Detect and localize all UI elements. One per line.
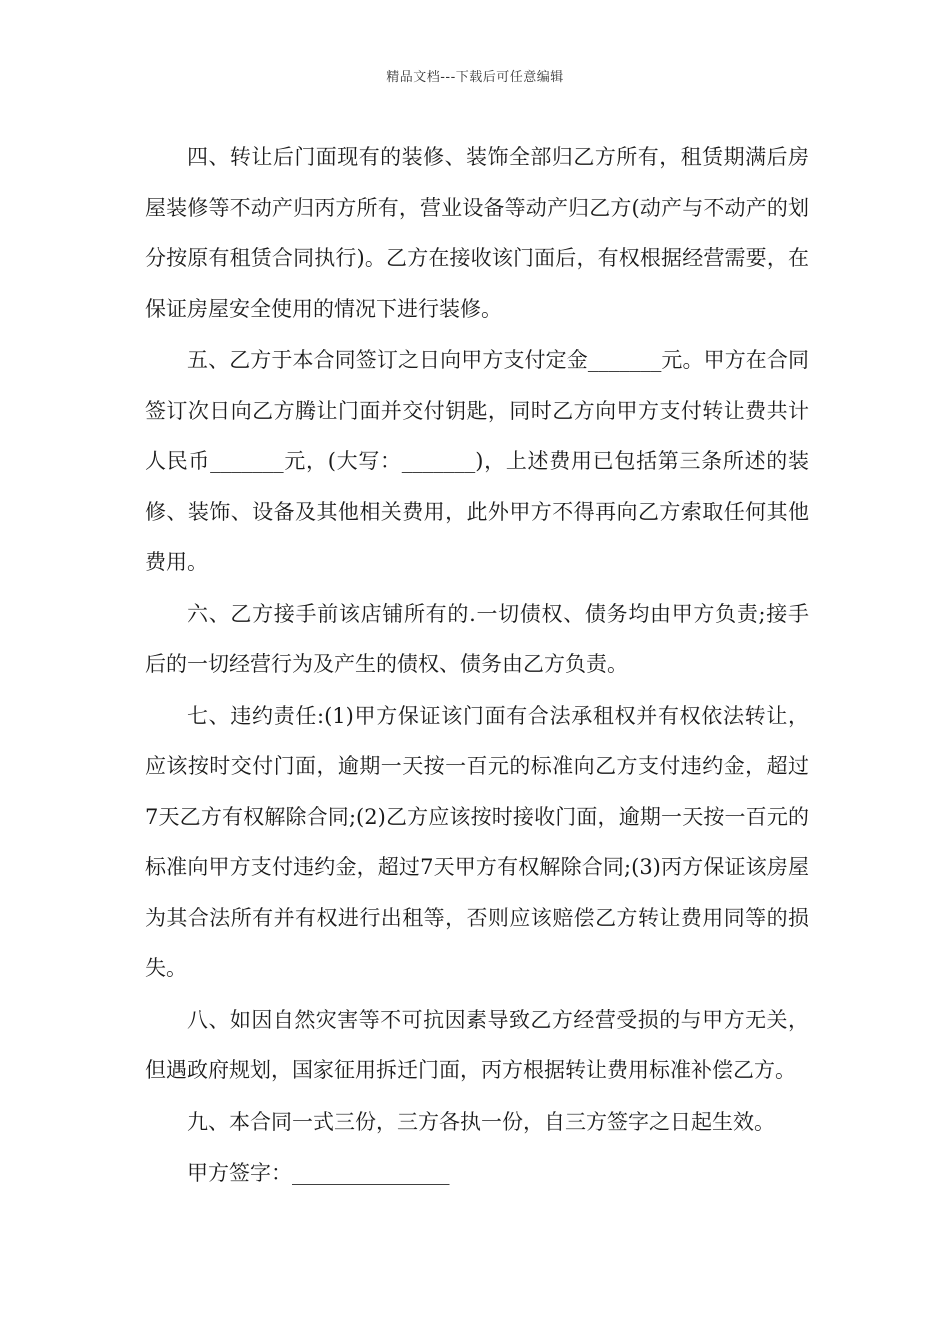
clause-9: 九、本合同一式三份，三方各执一份，自三方签字之日起生效。 — [187, 1109, 775, 1134]
clause-8: 八、如因自然灾害等不可抗因素导致乙方经营受损的与甲方无关，但遇政府规划，国家征用拆迁门面，丙方根据转让费用标准补偿乙方。 — [145, 1007, 809, 1082]
clause-7: 七、违约责任:(1)甲方保证该门面有合法承租权并有权依法转让，应该按时交付门面，逾期一天按一百元的标准向乙方支付违约金，超过7天乙方有权解除合同;(2)乙方应该按时接收门面，逾期一天按一百元的标准向甲方支付违约金，超过7天甲方有权解除合同;(3)丙方保证该房屋为其合法所有并有权进行出租等，否则应该赔偿乙方转让费用同等的损失。 — [145, 703, 809, 980]
clause-5: 五、乙方于本合同签订之日向甲方支付定金_______元。甲方在合同签订次日向乙方腾让门面并交付钥匙，同时乙方向甲方支付转让费共计人民币_______元，(大写：_______)，上述费用已包括第三条所述的装修、装饰、设备及其他相关费用，此外甲方不得再向乙方索取任何其他费用。 — [145, 348, 809, 574]
party-a-signature-line: 甲方签字：_______________ — [187, 1161, 450, 1185]
page-header: 精品文档---下载后可任意编辑 — [386, 70, 564, 85]
clause-4: 四、转让后门面现有的装修、装饰全部归乙方所有，租赁期满后房屋装修等不动产归丙方所有，营业设备等动产归乙方(动产与不动产的划分按原有租赁合同执行)。乙方在接收该门面后，有权根据经营需要，在保证房屋安全使用的情况下进行装修。 — [145, 145, 809, 321]
document-body — [145, 132, 809, 1199]
clause-6: 六、乙方接手前该店铺所有的.一切债权、债务均由甲方负责;接手后的一切经营行为及产生的债权、债务由乙方负责。 — [145, 601, 809, 676]
